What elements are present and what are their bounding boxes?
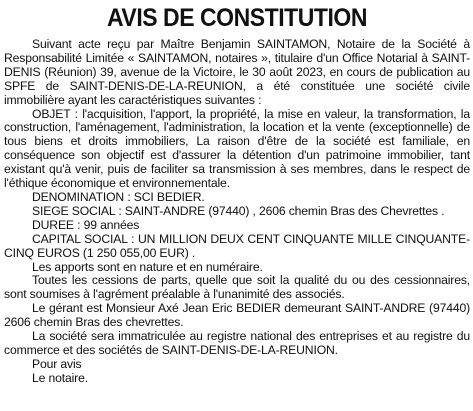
notice-title: AVIS DE CONSTITUTION (106, 4, 367, 32)
paragraph-registration: La société sera immatriculée au registre national des entreprises et au registre du commerce et des sociétés de SAINT-DENIS-DE-LA-REUNION. (4, 329, 470, 357)
paragraph-registered-office: SIEGE SOCIAL : SAINT-ANDRE (97440) , 2606 chemin Bras des Chevrettes . (32, 203, 445, 218)
paragraph-deed: Suivant acte reçu par Maître Benjamin SAINTAMON, Notaire de la Société à Responsabilité Limitée « SAINTAMON, notaires », titulaire d'un Office Notarial à SAINT-DENIS (Réunion) 39, avenue de la Victoire, le 30 août 2023, en cours de publication au SPFE de SAINT-DENIS-DE-LA-REUNION, a été constituée une société civile immobilière ayant les caractéristiques suivantes : (4, 37, 470, 107)
paragraph-contributions: Les apports sont en nature et en numéraire. (32, 259, 263, 274)
paragraph-denomination: DENOMINATION : SCI BEDIER. (32, 189, 205, 204)
paragraph-share-capital: CAPITAL SOCIAL : UN MILLION DEUX CENT CINQUANTE MILLE CINQUANTE-CINQ EUROS (1 250 055,00 EUR) . (4, 231, 470, 260)
paragraph-share-transfers: Toutes les cessions de parts, quelle que soit la qualité du ou des cessionnaires, sont soumises à l'agrément préalable à l'unanimité des associés. (4, 273, 470, 302)
paragraph-duration: DUREE : 99 années (32, 217, 140, 232)
paragraph-object: OBJET : l'acquisition, l'apport, la propriété, la mise en valeur, la transformation, la construction, l'aménagement, l'administration, la location et la vente (exceptionnelle) de tous biens et droits immobiliers, La raison d'être de la société est familiale, en conséquence son objectif est d'assurer la détention d'un patrimoine immobilier, tant existant qu'à venir, puis de faciliter sa transmission à ses membres, dans le respect de l'éthique économique et environnementale. (4, 106, 470, 191)
paragraph-signature: Le notaire. (32, 370, 88, 385)
paragraph-closing: Pour avis (32, 356, 82, 371)
notice-body (4, 38, 470, 386)
paragraph-manager: Le gérant est Monsieur Axé Jean Eric BEDIER demeurant SAINT-ANDRE (97440) 2606 chemin Bras des chevrettes. (4, 301, 470, 330)
